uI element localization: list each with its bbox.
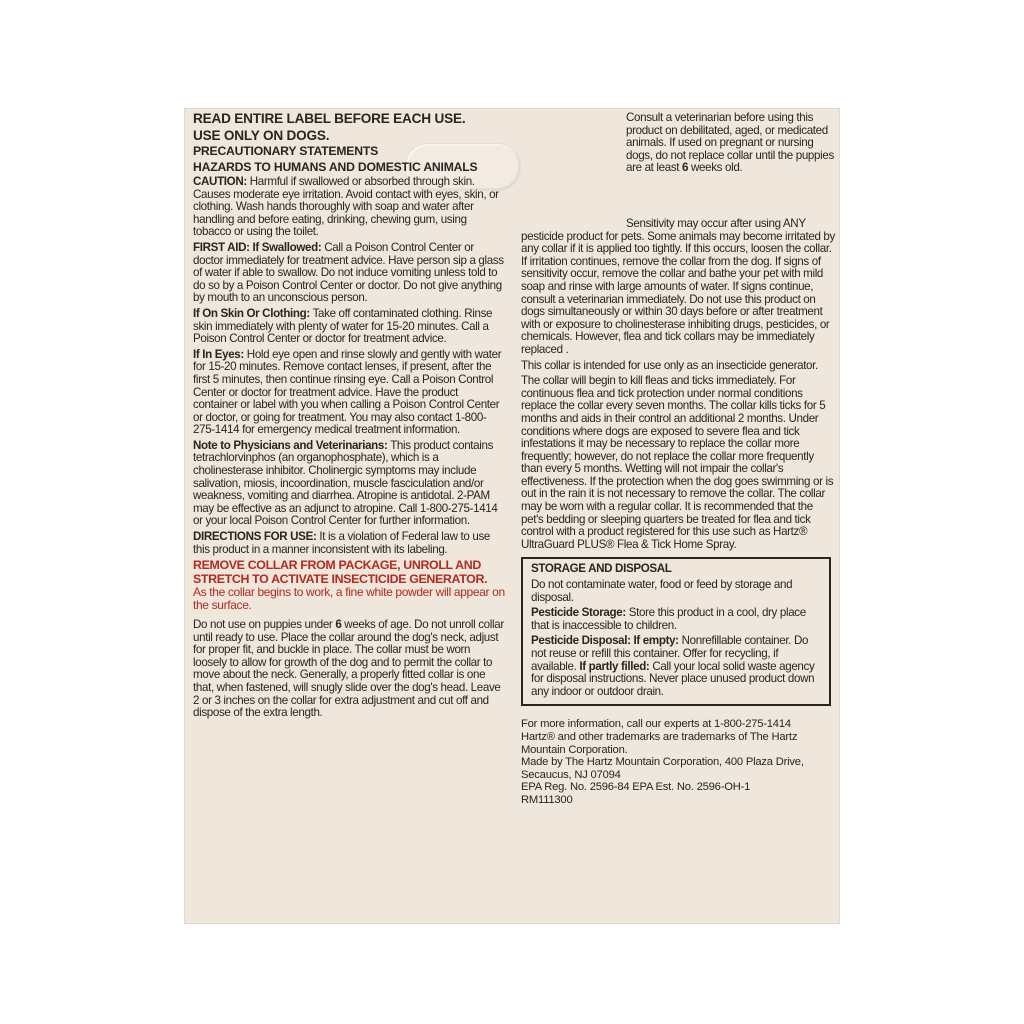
directions-paragraph [193,531,505,556]
puppies-pre: Do not use on puppies under [193,618,336,632]
eyes-label: If In Eyes: [193,347,244,361]
caution-label: CAUTION: [193,175,247,188]
product-label-card [184,108,840,924]
generator-paragraph: This collar is intended for use only as an insecticide generator. [521,358,818,372]
physicians-label: Note to Physicians and Veterinarians: [193,438,388,452]
storage-text: Do not contaminate water, food or feed by storage and disposal. [531,578,793,604]
skin-label: If On Skin Or Clothing: [193,306,310,320]
pesticide-disposal-paragraph [531,635,821,698]
footer-epa: EPA Reg. No. 2596-84 EPA Est. No. 2596-OH-1 [521,781,751,794]
directions-label: DIRECTIONS FOR USE: [193,530,317,544]
footer-info: For more information, call our experts at 1-800-275-1414 [521,718,791,731]
puppies-weeks: 6 [335,618,342,632]
footer-made-by: Made by The Hartz Mountain Corporation, 400 Plaza Drive, Secaucus, NJ 07094 [521,756,804,781]
product-container-text: Have the product container or label with you when calling a Poison Control Center or doctor, or going for treatment. You may also contact 1-800-275-1414 for emergency medical treatment information. [193,385,500,437]
eyes-text: Hold eye open and rinse slowly and gently with water for 15-20 minutes. Remove contact lenses, if present, after the first 5 minutes, then continue rinsing eye. Call a Poison Control Center or doctor for treatment advice. [193,347,502,399]
consult-pre: Consult a veterinarian before using this product on debilitated, aged, or medicated animals. If used on pregnant or nursing dogs, do not replace collar until the puppies are at least [626,111,834,175]
caution-paragraph [193,176,505,239]
pesticide-storage-paragraph [531,607,821,632]
label-footer [521,718,835,806]
pesticide-disposal-label: Pesticide Disposal: If empty: [531,634,679,648]
storage-title: STORAGE AND DISPOSAL [531,562,672,576]
consult-weeks: 6 [682,161,689,175]
read-label-heading: READ ENTIRE LABEL BEFORE EACH USE. [193,111,466,126]
use-only-heading: USE ONLY ON DOGS. [193,127,330,143]
footer-trademark: Hartz® and other trademarks are trademarks of The Hartz Mountain Corporation. [521,730,798,756]
remove-collar-instruction: REMOVE COLLAR FROM PACKAGE, UNROLL AND STRETCH TO ACTIVATE INSECTICIDE GENERATOR. [193,558,488,586]
partly-filled-text: Call your local solid waste agency for disposal instructions. Never place unused product down any indoor or outdoor drain. [531,659,815,698]
sensitivity-paragraph: Sensitivity may occur after using ANY pesticide product for pets. Some animals may become irritated by any collar if it is applied too tightly. If this occurs, loosen the collar. If irritation continues, remove the collar from the dog. If signs of sensitivity occur, remove the collar and bathe your pet with mild soap and rinse with large amounts of water. If signs continue, consult a veterinarian immediately. Do not use this product on dogs simultaneously or within 30 days before or after treatment with or exposure to cholinesterase inhibiting drugs, pesticides, or chemicals. However, flea and tick collars may be immediately replaced . [521,217,835,356]
partly-filled-label: If partly filled: [579,659,650,673]
puppies-paragraph [193,619,505,720]
first-aid-paragraph [193,242,505,305]
caution-text: Harmful if swallowed or absorbed through skin. Causes moderate eye irritation. Avoid contact with eyes, skin, or clothing. Wash hands thoroughly with soap and water after handling and before eating, drinking, chewing gum, using tobacco or using the toilet. [193,175,499,239]
puppies-post: weeks of age. Do not unroll collar until ready to use. Place the collar around the dog's neck, adjust for proper fit, and buckle in place. The collar must be worn loosely to allow for growth of the dog and to permit the collar to move about the neck. Generally, a properly fitted collar is one that, when fastened, will snugly slide over the dog's head. Leave 2 or 3 inches on the collar for extra adjustment and cut off and dispose of the extra length. [193,618,504,720]
consult-post: weeks old. [688,161,743,175]
storage-disposal-box [521,557,831,706]
kill-paragraph: The collar will begin to kill fleas and ticks immediately. For continuous flea and tick protection under normal conditions replace the collar every seven months. The collar kills ticks for 5 months and aids in their control an additional 2 months. Under conditions where dogs are exposed to severe flea and tick infestations it may be necessary to replace the collar more frequently; however, do not replace the collar more frequently than every 5 months. Wetting will not impair the collar's effectiveness. If the protection when the dog goes swimming or is out in the rain it is not necessary to remove the collar. The collar may be worn with a regular collar. It is recommended that the pet's bedding or sleeping quarters be treated for flea and tick control with a product registered for this use such as Hartz® UltraGuard PLUS® Flea & Tick Home Spray. [521,374,834,551]
pesticide-storage-text: Store this product in a cool, dry place that is inaccessible to children. [531,606,806,632]
skin-text: Take off contaminated clothing. Rinse skin immediately with plenty of water for 15-20 minutes. Call a Poison Control Center or doctor for treatment advice. [193,306,493,346]
pesticide-disposal-text: Nonrefillable container. Do not reuse or refill this container. Offer for recycling, if available. [531,634,809,673]
pesticide-storage-label: Pesticide Storage: [531,606,626,620]
footer-code: RM111300 [521,793,573,806]
left-column [193,112,505,723]
first-aid-text: Call a Poison Control Center or doctor immediately for treatment advice. Have person sip a glass of water if able to swallow. Do not induce vomiting unless told to do so by a Poison Control Center or doctor. Do not give anything by mouth to an unconscious person. [193,240,504,305]
right-top-column [626,112,834,178]
first-aid-label: FIRST AID: If Swallowed: [193,240,322,254]
physicians-paragraph [193,440,505,528]
physicians-text: This product contains tetrachlorvinphos (an organophosphate), which is a cholinesterase inhibitor. Cholinergic symptoms may include salivation, miosis, incoordination, muscle fasciculation and/or weakness, vomiting and diarrhea. Atropine is antidotal. 2-PAM may be effective as an adjunct to atropine. Call 1-800-275-1414 or your local Poison Control Center for further information. [193,438,498,528]
right-column [521,218,835,807]
eyes-paragraph [193,349,505,437]
hazards-heading: HAZARDS TO HUMANS AND DOMESTIC ANIMALS [193,159,478,174]
consult-paragraph [626,112,834,175]
powder-note: As the collar begins to work, a fine white powder will appear on the surface. [193,585,505,613]
precautionary-heading: PRECAUTIONARY STATEMENTS [193,144,379,159]
skin-paragraph [193,308,505,346]
directions-text: It is a violation of Federal law to use this product in a manner inconsistent with its labeling. [193,530,490,556]
